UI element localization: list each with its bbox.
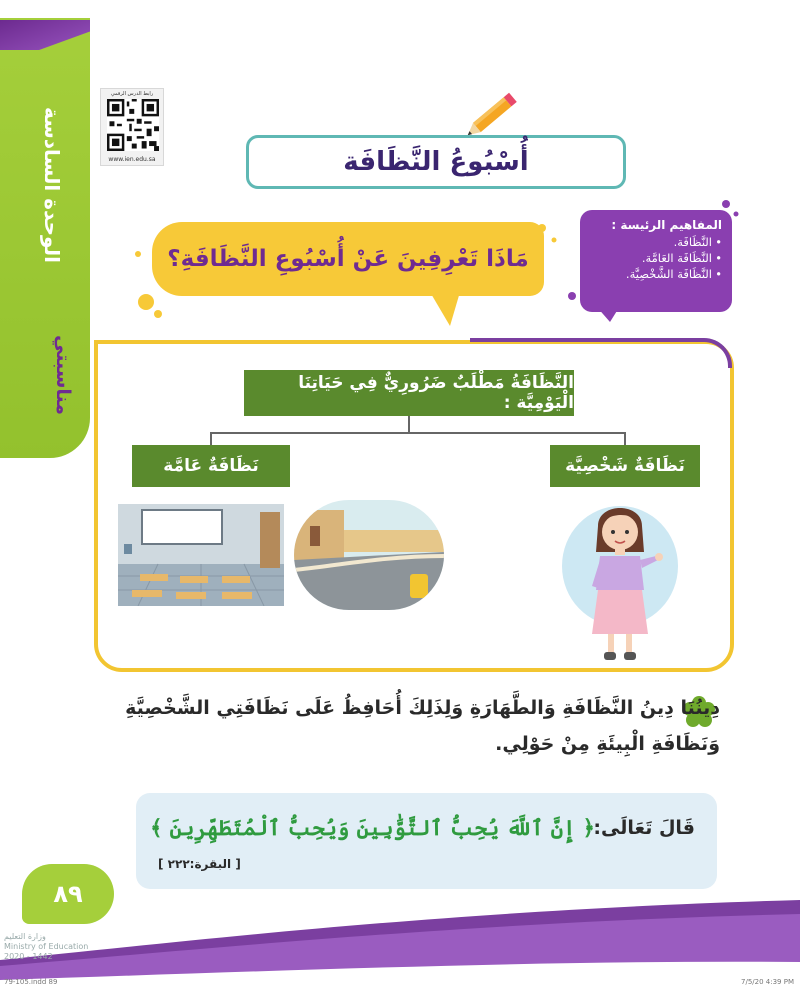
concept-item: • النَّظَافَة. xyxy=(590,234,722,250)
verse-intro: قَالَ تَعَالَى: xyxy=(593,817,695,839)
page-title-box xyxy=(246,135,626,189)
qr-code-card[interactable] xyxy=(100,88,164,166)
classroom-illustration xyxy=(118,504,284,606)
personal-cleanliness-label: نَظَافَةٌ شَخْصِيَّة xyxy=(550,445,700,487)
qr-caption: رابط الدرس الرقمي xyxy=(110,91,154,97)
page-number: ٨٩ xyxy=(22,864,114,924)
verse-text: ﴿ إِنَّ ٱللَّهَ يُحِبُّ ٱلتَّوَّٰبِينَ وَيُحِبُّ ٱلْمُتَطَهِّرِينَ ﴾ xyxy=(150,815,595,840)
section-title: مناسبتي xyxy=(52,334,74,416)
spine-purple-band xyxy=(0,20,90,50)
public-cleanliness-label: نَظَافَةٌ عَامَّة xyxy=(132,445,290,487)
street-illustration xyxy=(294,500,444,610)
concept-item: • النَّظَافَة العَامَّة. xyxy=(590,250,722,266)
key-concepts-list xyxy=(590,234,722,282)
unit-title: الوحدة السادسة xyxy=(40,107,64,263)
question-bubble xyxy=(152,222,544,296)
bottom-wave-decoration xyxy=(0,900,800,991)
ministry-name-ar: وزارة التعليم xyxy=(4,932,46,941)
key-concepts-heading: المفاهيم الرئيسة : xyxy=(611,218,722,232)
tree-connector xyxy=(624,432,626,445)
question-text: مَاذَا تَعْرِفِينَ عَنْ أُسْبُوعِ النَّظَافَةِ؟ xyxy=(167,246,529,272)
key-concepts-box xyxy=(580,210,732,312)
page-title: أُسْبُوعُ النَّظَافَة xyxy=(343,147,529,177)
concept-item: • النَّظَافَة الشَّخْصِيَّة. xyxy=(590,266,722,282)
print-footer-date: 7/5/20 4:39 PM xyxy=(741,978,794,986)
lesson-paragraph: دِينُنَا دِينُ النَّظَافَةِ وَالطَّهَارَةِ وَلِذَلِكَ أُحَافِظُ عَلَى نَظَافَتِي الشَّخْصِيَّةِ وَنَظَافَةِ الْبِيئَةِ مِنْ حَوْلِي. xyxy=(125,697,720,755)
tree-connector xyxy=(210,432,626,434)
frame-purple-corner xyxy=(470,338,732,368)
tree-connector xyxy=(210,432,212,445)
print-footer-file: 79-105.indd 89 xyxy=(4,978,58,986)
tree-connector xyxy=(408,416,410,432)
qr-code-icon xyxy=(107,99,159,151)
ministry-name-en: Ministry of Education xyxy=(4,942,89,951)
girl-illustration xyxy=(560,494,680,664)
verse-reference: [ البقرة:٢٢٢ ] xyxy=(158,857,241,871)
main-statement: النَّظَافَةُ مَطْلَبٌ ضَرُورِيٌّ فِي حَيَاتِنَا الْيَوْمِيَّة : xyxy=(244,370,574,416)
qr-url[interactable]: www.ien.edu.sa xyxy=(108,156,156,163)
ministry-year: 2020 - 1442 xyxy=(4,952,53,961)
quran-verse-box xyxy=(136,793,717,889)
ministry-logo-text xyxy=(4,932,88,962)
